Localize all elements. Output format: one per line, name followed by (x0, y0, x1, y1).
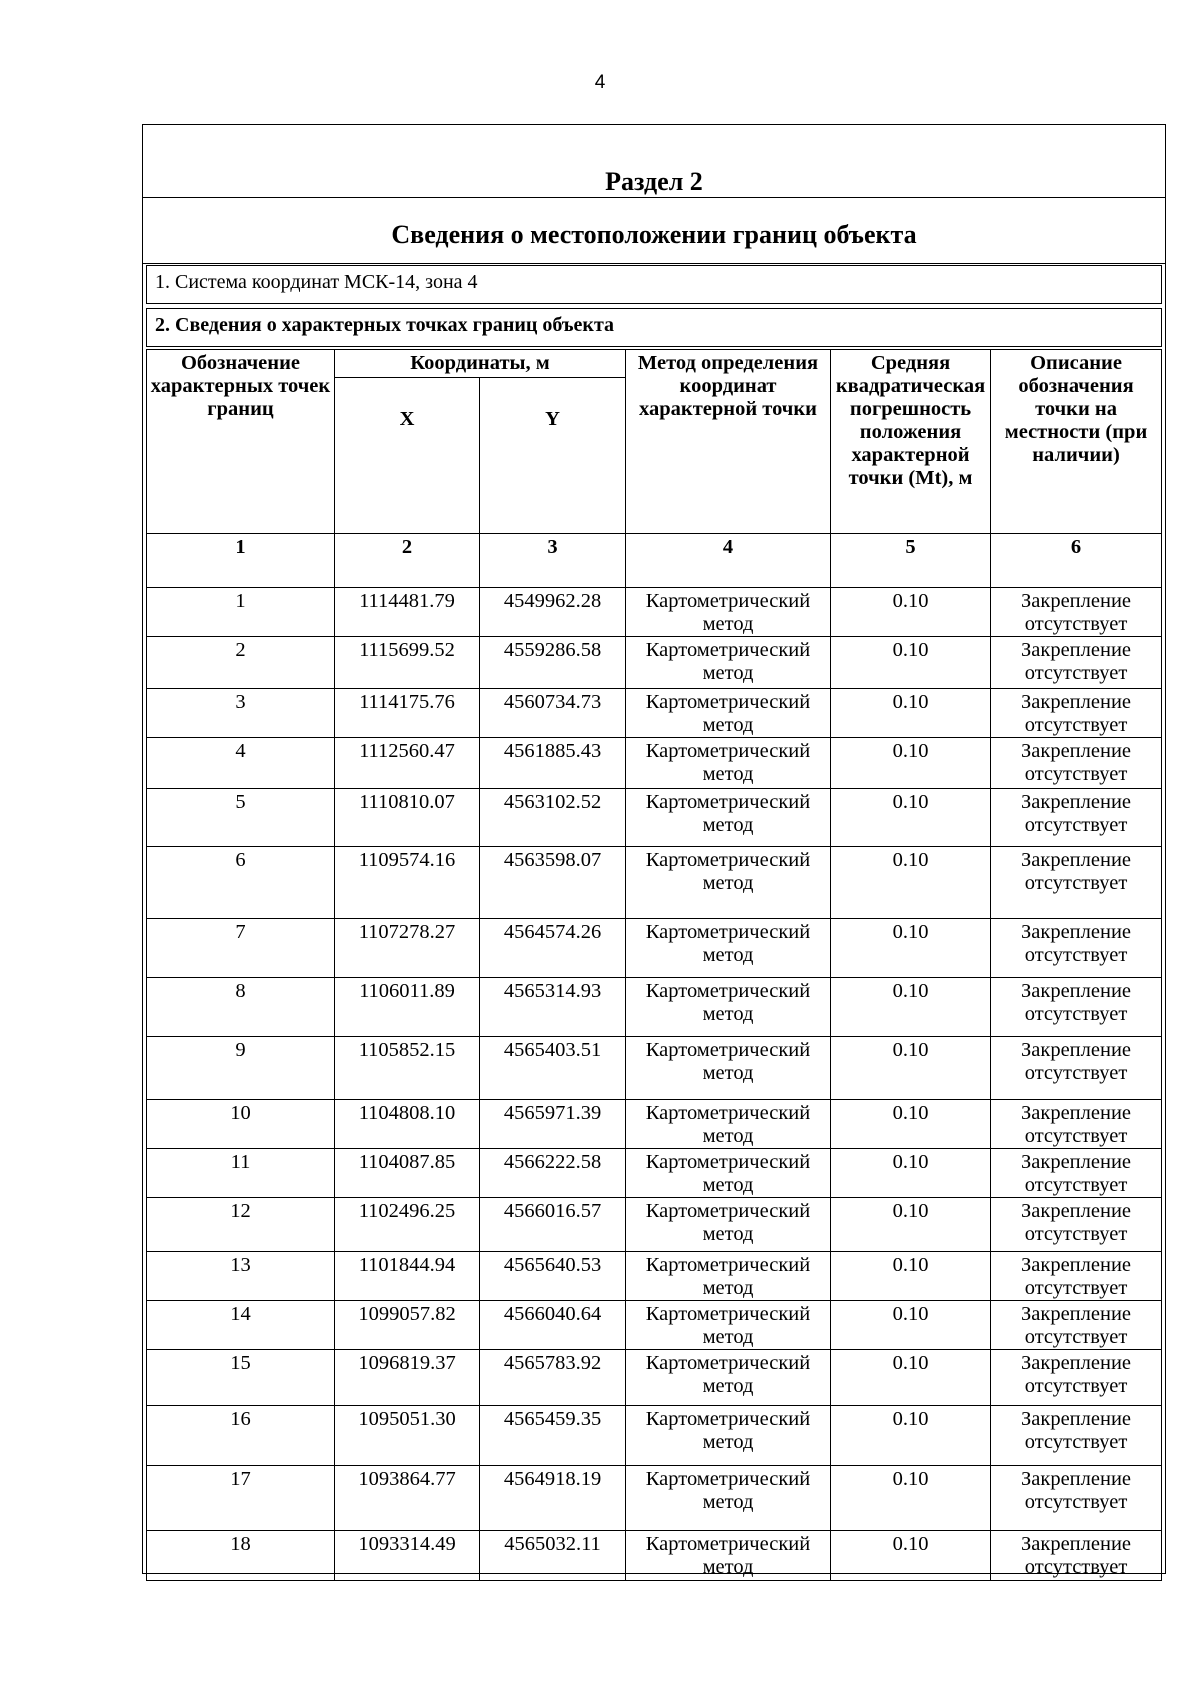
point-number-cell: 2 (147, 637, 335, 689)
description-cell: Закрепление отсутствует (991, 1252, 1162, 1301)
y-coordinate-cell: 4565459.35 (480, 1406, 626, 1466)
method-cell: Картометрический метод (626, 1037, 831, 1100)
x-coordinate-cell: 1093864.77 (335, 1466, 480, 1531)
x-coordinate-cell: 1106011.89 (335, 978, 480, 1037)
point-number-cell: 15 (147, 1350, 335, 1406)
point-number-cell: 10 (147, 1100, 335, 1149)
table-row (147, 1466, 1162, 1531)
table-row (147, 789, 1162, 847)
error-cell: 0.10 (831, 789, 991, 847)
table-row (147, 1252, 1162, 1301)
point-number-cell: 18 (147, 1531, 335, 1581)
description-cell: Закрепление отсутствует (991, 919, 1162, 978)
description-cell: Закрепление отсутствует (991, 1149, 1162, 1198)
column-number: 3 (480, 534, 626, 588)
header-designation: Обозначение характерных точек границ (147, 350, 335, 534)
header-description: Описание обозначения точки на местности (при наличии) (991, 350, 1162, 534)
description-cell: Закрепление отсутствует (991, 978, 1162, 1037)
table-header (147, 350, 1162, 588)
y-coordinate-cell: 4559286.58 (480, 637, 626, 689)
header-y: Y (480, 378, 626, 534)
error-cell: 0.10 (831, 847, 991, 919)
table-row (147, 1198, 1162, 1252)
y-coordinate-cell: 4565971.39 (480, 1100, 626, 1149)
y-coordinate-cell: 4566016.57 (480, 1198, 626, 1252)
x-coordinate-cell: 1093314.49 (335, 1531, 480, 1581)
y-coordinate-cell: 4564918.19 (480, 1466, 626, 1531)
description-cell: Закрепление отсутствует (991, 588, 1162, 637)
description-cell: Закрепление отсутствует (991, 1406, 1162, 1466)
divider (143, 197, 1165, 198)
table-row (147, 1531, 1162, 1581)
table-row (147, 919, 1162, 978)
x-coordinate-cell: 1109574.16 (335, 847, 480, 919)
column-number-row (147, 534, 1162, 588)
description-cell: Закрепление отсутствует (991, 1301, 1162, 1350)
header-error: Средняя квадратическая погрешность положения характерной точки (Mt), м (831, 350, 991, 534)
method-cell: Картометрический метод (626, 1531, 831, 1581)
description-cell: Закрепление отсутствует (991, 738, 1162, 789)
description-cell: Закрепление отсутствует (991, 1198, 1162, 1252)
method-cell: Картометрический метод (626, 588, 831, 637)
section-subtitle: Сведения о местоположении границ объекта (391, 220, 917, 249)
point-number-cell: 16 (147, 1406, 335, 1466)
header-coordinates: Координаты, м (335, 350, 626, 378)
column-number: 5 (831, 534, 991, 588)
x-coordinate-cell: 1101844.94 (335, 1252, 480, 1301)
column-number: 4 (626, 534, 831, 588)
table-row (147, 689, 1162, 738)
x-coordinate-cell: 1095051.30 (335, 1406, 480, 1466)
table-row (147, 978, 1162, 1037)
x-coordinate-cell: 1114175.76 (335, 689, 480, 738)
error-cell: 0.10 (831, 637, 991, 689)
method-cell: Картометрический метод (626, 1198, 831, 1252)
table-row (147, 1100, 1162, 1149)
header-method: Метод определения координат характерной точки (626, 350, 831, 534)
y-coordinate-cell: 4565403.51 (480, 1037, 626, 1100)
header-x: X (335, 378, 480, 534)
description-cell: Закрепление отсутствует (991, 1531, 1162, 1581)
method-cell: Картометрический метод (626, 1406, 831, 1466)
method-cell: Картометрический метод (626, 919, 831, 978)
x-coordinate-cell: 1112560.47 (335, 738, 480, 789)
point-number-cell: 6 (147, 847, 335, 919)
error-cell: 0.10 (831, 1149, 991, 1198)
y-coordinate-cell: 4560734.73 (480, 689, 626, 738)
y-coordinate-cell: 4565783.92 (480, 1350, 626, 1406)
error-cell: 0.10 (831, 1100, 991, 1149)
x-coordinate-cell: 1104808.10 (335, 1100, 480, 1149)
method-cell: Картометрический метод (626, 789, 831, 847)
x-coordinate-cell: 1104087.85 (335, 1149, 480, 1198)
table-body (147, 588, 1162, 1581)
method-cell: Картометрический метод (626, 1252, 831, 1301)
y-coordinate-cell: 4549962.28 (480, 588, 626, 637)
table-row (147, 1406, 1162, 1466)
x-coordinate-cell: 1105852.15 (335, 1037, 480, 1100)
method-cell: Картометрический метод (626, 1466, 831, 1531)
method-cell: Картометрический метод (626, 738, 831, 789)
point-number-cell: 14 (147, 1301, 335, 1350)
x-coordinate-cell: 1110810.07 (335, 789, 480, 847)
y-coordinate-cell: 4564574.26 (480, 919, 626, 978)
point-number-cell: 5 (147, 789, 335, 847)
error-cell: 0.10 (831, 588, 991, 637)
point-number-cell: 8 (147, 978, 335, 1037)
table-row (147, 738, 1162, 789)
error-cell: 0.10 (831, 1198, 991, 1252)
page-number: 4 (594, 72, 606, 93)
error-cell: 0.10 (831, 1406, 991, 1466)
point-number-cell: 3 (147, 689, 335, 738)
point-number-cell: 11 (147, 1149, 335, 1198)
table-row (147, 847, 1162, 919)
table-row (147, 1037, 1162, 1100)
error-cell: 0.10 (831, 1252, 991, 1301)
y-coordinate-cell: 4566040.64 (480, 1301, 626, 1350)
point-number-cell: 12 (147, 1198, 335, 1252)
point-number-cell: 4 (147, 738, 335, 789)
error-cell: 0.10 (831, 978, 991, 1037)
description-cell: Закрепление отсутствует (991, 689, 1162, 738)
error-cell: 0.10 (831, 1531, 991, 1581)
y-coordinate-cell: 4565640.53 (480, 1252, 626, 1301)
table-row (147, 588, 1162, 637)
x-coordinate-cell: 1102496.25 (335, 1198, 480, 1252)
divider (143, 263, 1165, 264)
column-number: 1 (147, 534, 335, 588)
coordinate-system: 1. Система координат МСК-14, зона 4 (146, 265, 1162, 304)
x-coordinate-cell: 1099057.82 (335, 1301, 480, 1350)
x-coordinate-cell: 1115699.52 (335, 637, 480, 689)
point-number-cell: 9 (147, 1037, 335, 1100)
description-cell: Закрепление отсутствует (991, 637, 1162, 689)
y-coordinate-cell: 4563102.52 (480, 789, 626, 847)
method-cell: Картометрический метод (626, 637, 831, 689)
section-frame (142, 124, 1166, 1578)
method-cell: Картометрический метод (626, 689, 831, 738)
description-cell: Закрепление отсутствует (991, 1037, 1162, 1100)
table-row (147, 1149, 1162, 1198)
method-cell: Картометрический метод (626, 1350, 831, 1406)
description-cell: Закрепление отсутствует (991, 789, 1162, 847)
error-cell: 0.10 (831, 738, 991, 789)
error-cell: 0.10 (831, 1301, 991, 1350)
section-title: Раздел 2 (605, 167, 703, 196)
error-cell: 0.10 (831, 919, 991, 978)
y-coordinate-cell: 4566222.58 (480, 1149, 626, 1198)
x-coordinate-cell: 1114481.79 (335, 588, 480, 637)
point-number-cell: 7 (147, 919, 335, 978)
y-coordinate-cell: 4565032.11 (480, 1531, 626, 1581)
error-cell: 0.10 (831, 1350, 991, 1406)
table-row (147, 1350, 1162, 1406)
x-coordinate-cell: 1107278.27 (335, 919, 480, 978)
error-cell: 0.10 (831, 1037, 991, 1100)
y-coordinate-cell: 4561885.43 (480, 738, 626, 789)
column-number: 2 (335, 534, 480, 588)
point-number-cell: 1 (147, 588, 335, 637)
column-number: 6 (991, 534, 1162, 588)
description-cell: Закрепление отсутствует (991, 847, 1162, 919)
error-cell: 0.10 (831, 689, 991, 738)
point-number-cell: 13 (147, 1252, 335, 1301)
description-cell: Закрепление отсутствует (991, 1350, 1162, 1406)
description-cell: Закрепление отсутствует (991, 1466, 1162, 1531)
method-cell: Картометрический метод (626, 1301, 831, 1350)
x-coordinate-cell: 1096819.37 (335, 1350, 480, 1406)
points-heading: 2. Сведения о характерных точках границ объекта (146, 308, 1162, 347)
point-number-cell: 17 (147, 1466, 335, 1531)
boundary-points-table (146, 349, 1162, 1581)
description-cell: Закрепление отсутствует (991, 1100, 1162, 1149)
method-cell: Картометрический метод (626, 978, 831, 1037)
error-cell: 0.10 (831, 1466, 991, 1531)
method-cell: Картометрический метод (626, 1149, 831, 1198)
method-cell: Картометрический метод (626, 847, 831, 919)
table-row (147, 637, 1162, 689)
y-coordinate-cell: 4563598.07 (480, 847, 626, 919)
method-cell: Картометрический метод (626, 1100, 831, 1149)
y-coordinate-cell: 4565314.93 (480, 978, 626, 1037)
table-row (147, 1301, 1162, 1350)
